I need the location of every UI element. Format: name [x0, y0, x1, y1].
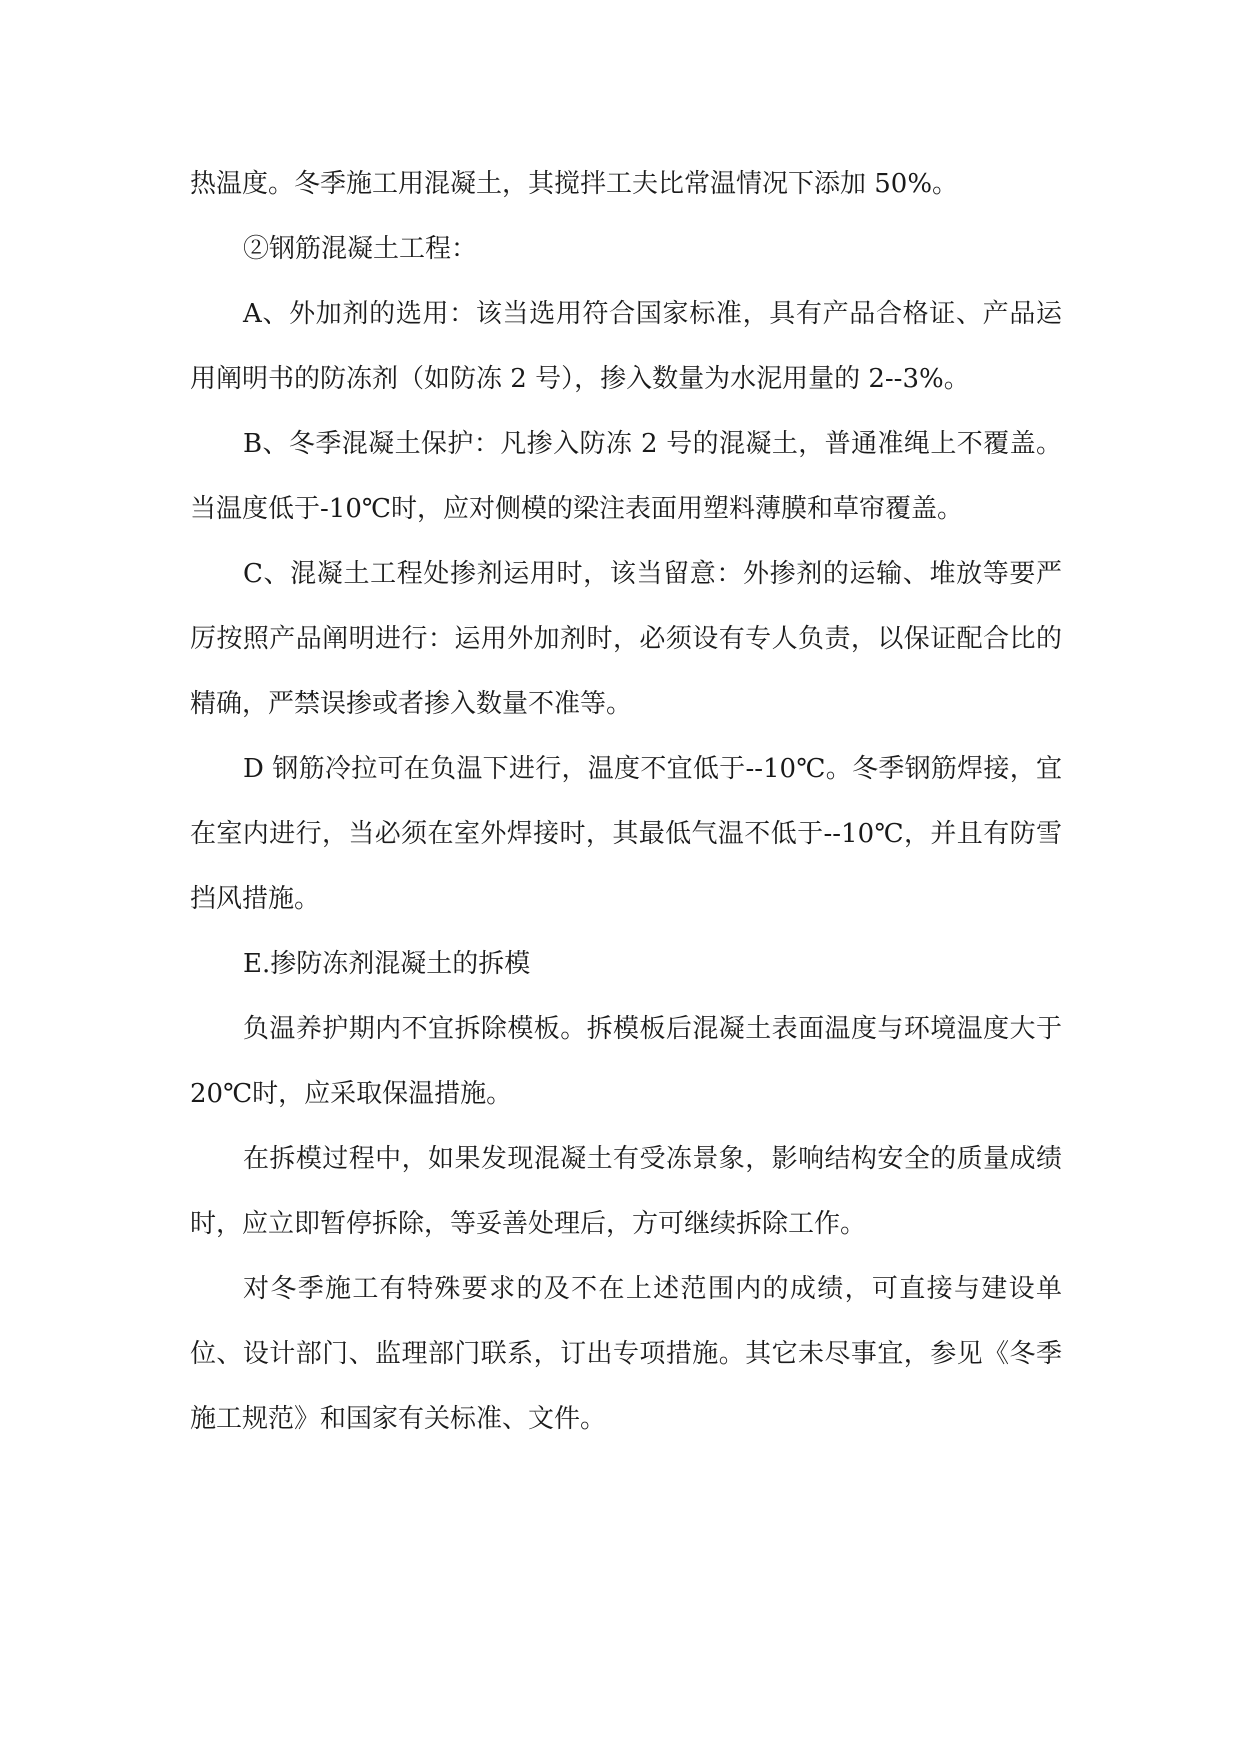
paragraph: 热温度。冬季施工用混凝土，其搅拌工夫比常温情况下添加 50%。 — [190, 169, 959, 199]
paragraph: 对冬季施工有特殊要求的及不在上述范围内的成绩，可直接与建设单位、设计部门、监理部门联系，订出专项措施。其它未尽事宜，参见《冬季施工规范》和国家有关标准、文件。 — [190, 1274, 1062, 1434]
paragraph: D 钢筋冷拉可在负温下进行，温度不宜低于--10℃。冬季钢筋焊接，宜在室内进行，当必须在室外焊接时，其最低气温不低于--10℃，并且有防雪挡风措施。 — [190, 754, 1062, 914]
document-body — [190, 152, 1062, 1452]
subsection-heading: E.掺防冻剂混凝土的拆模 — [243, 949, 531, 979]
paragraph: 在拆模过程中，如果发现混凝土有受冻景象，影响结构安全的质量成绩时，应立即暂停拆除，等妥善处理后，方可继续拆除工作。 — [190, 1144, 1062, 1239]
paragraph: A、外加剂的选用：该当选用符合国家标准，具有产品合格证、产品运用阐明书的防冻剂（如防冻 2 号），掺入数量为水泥用量的 2--3%。 — [190, 299, 1062, 394]
paragraph: C、混凝土工程处掺剂运用时，该当留意：外掺剂的运输、堆放等要严厉按照产品阐明进行：运用外加剂时，必须设有专人负责，以保证配合比的精确，严禁误掺或者掺入数量不准等。 — [190, 559, 1062, 719]
section-heading: ②钢筋混凝土工程： — [243, 234, 478, 264]
paragraph: B、冬季混凝土保护：凡掺入防冻 2 号的混凝土，普通准绳上不覆盖。当温度低于-10℃时，应对侧模的梁注表面用塑料薄膜和草帘覆盖。 — [190, 429, 1062, 524]
paragraph: 负温养护期内不宜拆除模板。拆模板后混凝土表面温度与环境温度大于 20℃时，应采取保温措施。 — [190, 1014, 1062, 1109]
